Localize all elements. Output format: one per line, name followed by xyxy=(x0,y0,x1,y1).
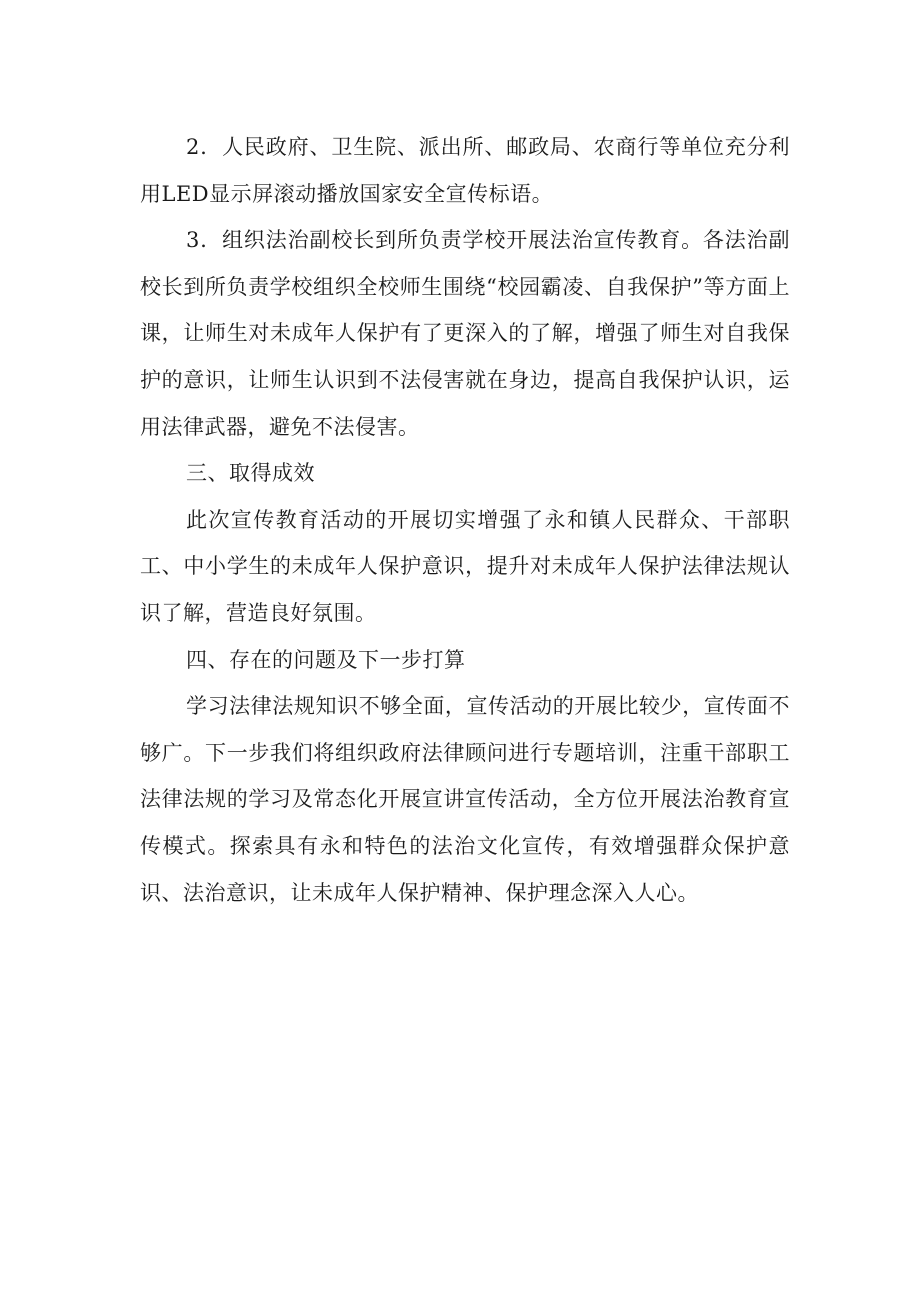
paragraph-led-display: 2．人民政府、卫生院、派出所、邮政局、农商行等单位充分利用LED显示屏滚动播放国家安全宣传标语。 xyxy=(140,135,790,206)
document-body xyxy=(140,124,790,916)
section-heading-results: 三、取得成效 xyxy=(186,461,315,486)
paragraph-problems-next-steps: 学习法律法规知识不够全面，宣传活动的开展比较少，宣传面不够广。下一步我们将组织政府法律顾问进行专题培训，注重干部职工法律法规的学习及常态化开展宣讲宣传活动，全方位开展法治教育宣传模式。探索具有永和特色的法治文化宣传，有效增强群众保护意识、法治意识，让未成年人保护精神、保护理念深入人心。 xyxy=(140,694,790,905)
paragraph-results: 此次宣传教育活动的开展切实增强了永和镇人民群众、干部职工、中小学生的未成年人保护意识，提升对未成年人保护法律法规认识了解，营造良好氛围。 xyxy=(140,507,790,625)
section-heading-problems-next-steps: 四、存在的问题及下一步打算 xyxy=(186,647,466,672)
paragraph-legal-vice-principal: 3．组织法治副校长到所负责学校开展法治宣传教育。各法治副校长到所负责学校组织全校师生围绕“校园霸凌、自我保护”等方面上课，让师生对未成年人保护有了更深入的了解，增强了师生对自我保护的意识，让师生认识到不法侵害就在身边，提高自我保护认识，运用法律武器，避免不法侵害。 xyxy=(140,228,790,439)
